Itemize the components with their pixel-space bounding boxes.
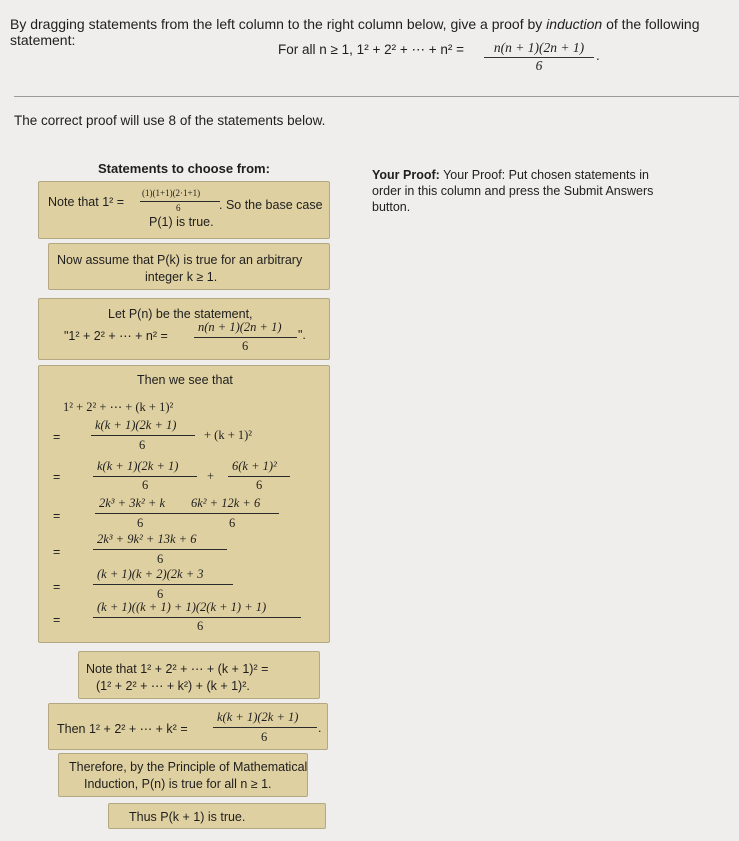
derivation-r1-tail: + (k + 1)² — [204, 428, 253, 442]
derivation-r3-denominator-a: 6 — [137, 516, 144, 530]
base-case-prefix: Note that 1² = — [48, 195, 125, 209]
derivation-r3-bar-a — [95, 513, 187, 514]
statement-card-let-pn[interactable] — [38, 298, 330, 360]
note-sum-line1: Note that 1² + 2² + ⋯ + (k + 1)² = — [86, 662, 269, 676]
let-pn-line1: Let P(n) be the statement, — [108, 307, 253, 321]
then-sum-numerator: k(k + 1)(2k + 1) — [217, 710, 299, 724]
statement-card-therefore[interactable] — [58, 753, 308, 797]
thus-text: Thus P(k + 1) is true. — [129, 810, 246, 824]
statement-card-derivation[interactable] — [38, 365, 330, 643]
base-case-denominator: 6 — [176, 203, 181, 213]
divider — [14, 96, 739, 97]
derivation-r6-numerator: (k + 1)((k + 1) + 1)(2(k + 1) + 1) — [97, 600, 267, 614]
derivation-eq-3: = — [53, 509, 61, 523]
let-pn-end: ". — [298, 328, 306, 342]
derivation-r2-denominator-a: 6 — [142, 478, 149, 492]
statement-card-note-sum[interactable] — [78, 651, 320, 699]
statement-fraction — [484, 40, 594, 74]
statement-to-prove — [278, 40, 600, 73]
derivation-r2-denominator-b: 6 — [256, 478, 263, 492]
derivation-r2-bar-a — [93, 476, 197, 477]
derivation-r4-bar — [93, 549, 227, 550]
derivation-r5-numerator: (k + 1)(k + 2)(2k + 3 — [97, 567, 204, 581]
statement-card-assume[interactable] — [48, 243, 330, 290]
statement-card-then-sum[interactable] — [48, 703, 328, 750]
derivation-r5-bar — [93, 584, 233, 585]
base-case-suffix: . So the base case — [219, 198, 323, 212]
derivation-r1-denominator: 6 — [139, 438, 146, 452]
proof-column-instructions: Your Proof: Put chosen statements in order in this column and press the Submit Answers button. — [372, 168, 654, 214]
derivation-r2-numerator-a: k(k + 1)(2k + 1) — [97, 459, 179, 473]
proof-column-title[interactable] — [372, 167, 662, 215]
statement-card-thus[interactable] — [108, 803, 326, 829]
derivation-r5-denominator: 6 — [157, 587, 164, 601]
derivation-lhs: 1² + 2² + ⋯ + (k + 1)² — [63, 400, 174, 414]
derivation-eq-2: = — [53, 470, 61, 484]
instruction-emphasis: induction — [546, 16, 603, 32]
derivation-r3-numerator-b: 6k² + 12k + 6 — [191, 496, 261, 510]
derivation-r3-denominator-b: 6 — [229, 516, 236, 530]
derivation-r4-numerator: 2k³ + 9k² + 13k + 6 — [97, 532, 197, 546]
then-sum-end: . — [318, 721, 322, 735]
derivation-r2-plus: + — [207, 469, 215, 483]
assume-line1: Now assume that P(k) is true for an arbitrary — [57, 253, 303, 267]
base-case-fraction-bar — [140, 201, 220, 202]
derivation-r3-numerator-a: 2k³ + 3k² + k — [99, 496, 166, 510]
statement-card-base-case[interactable] — [38, 181, 330, 239]
note-sum-line2: (1² + 2² + ⋯ + k²) + (k + 1)². — [96, 679, 250, 693]
derivation-r3-bar-b — [187, 513, 279, 514]
derivation-title: Then we see that — [137, 373, 233, 387]
then-sum-lhs: Then 1² + 2² + ⋯ + k² = — [57, 722, 188, 736]
derivation-eq-5: = — [53, 580, 61, 594]
proof-column-label: Your Proof: — [372, 168, 440, 182]
let-pn-lhs: "1² + 2² + ⋯ + n² = — [64, 329, 168, 343]
then-sum-denominator: 6 — [261, 730, 268, 744]
assume-line2: integer k ≥ 1. — [145, 270, 218, 284]
let-pn-denominator: 6 — [242, 339, 249, 353]
instruction-suffix: of the following statement: — [10, 16, 700, 48]
then-sum-fraction-bar — [213, 727, 317, 728]
derivation-r6-bar — [93, 617, 301, 618]
derivation-r4-denominator: 6 — [157, 552, 164, 566]
base-case-line2: P(1) is true. — [149, 215, 214, 229]
derivation-r2-bar-b — [228, 476, 290, 477]
statements-column-title: Statements to choose from: — [98, 161, 270, 176]
statement-end: . — [596, 48, 600, 63]
statement-numerator: n(n + 1)(2n + 1) — [484, 40, 594, 58]
base-case-numerator: (1)(1+1)(2·1+1) — [142, 188, 201, 198]
derivation-r1-bar — [91, 435, 195, 436]
statement-denominator: 6 — [535, 58, 543, 73]
derivation-eq-4: = — [53, 545, 61, 559]
statement-prefix: For all n ≥ 1, 1² + 2² + ⋯ + n² = — [278, 42, 464, 57]
let-pn-fraction-bar — [194, 337, 297, 338]
therefore-line2: Induction, P(n) is true for all n ≥ 1. — [84, 777, 272, 791]
derivation-eq-6: = — [53, 613, 61, 627]
instruction-prefix: By dragging statements from the left column to the right column below, give a proof by — [10, 16, 547, 32]
let-pn-numerator: n(n + 1)(2n + 1) — [198, 320, 282, 334]
therefore-line1: Therefore, by the Principle of Mathematical — [69, 760, 308, 774]
derivation-r2-numerator-b: 6(k + 1)² — [232, 459, 277, 473]
derivation-eq-1: = — [53, 430, 61, 444]
derivation-r1-numerator: k(k + 1)(2k + 1) — [95, 418, 177, 432]
derivation-r6-denominator: 6 — [197, 619, 204, 633]
info-text: The correct proof will use 8 of the statements below. — [14, 113, 326, 128]
